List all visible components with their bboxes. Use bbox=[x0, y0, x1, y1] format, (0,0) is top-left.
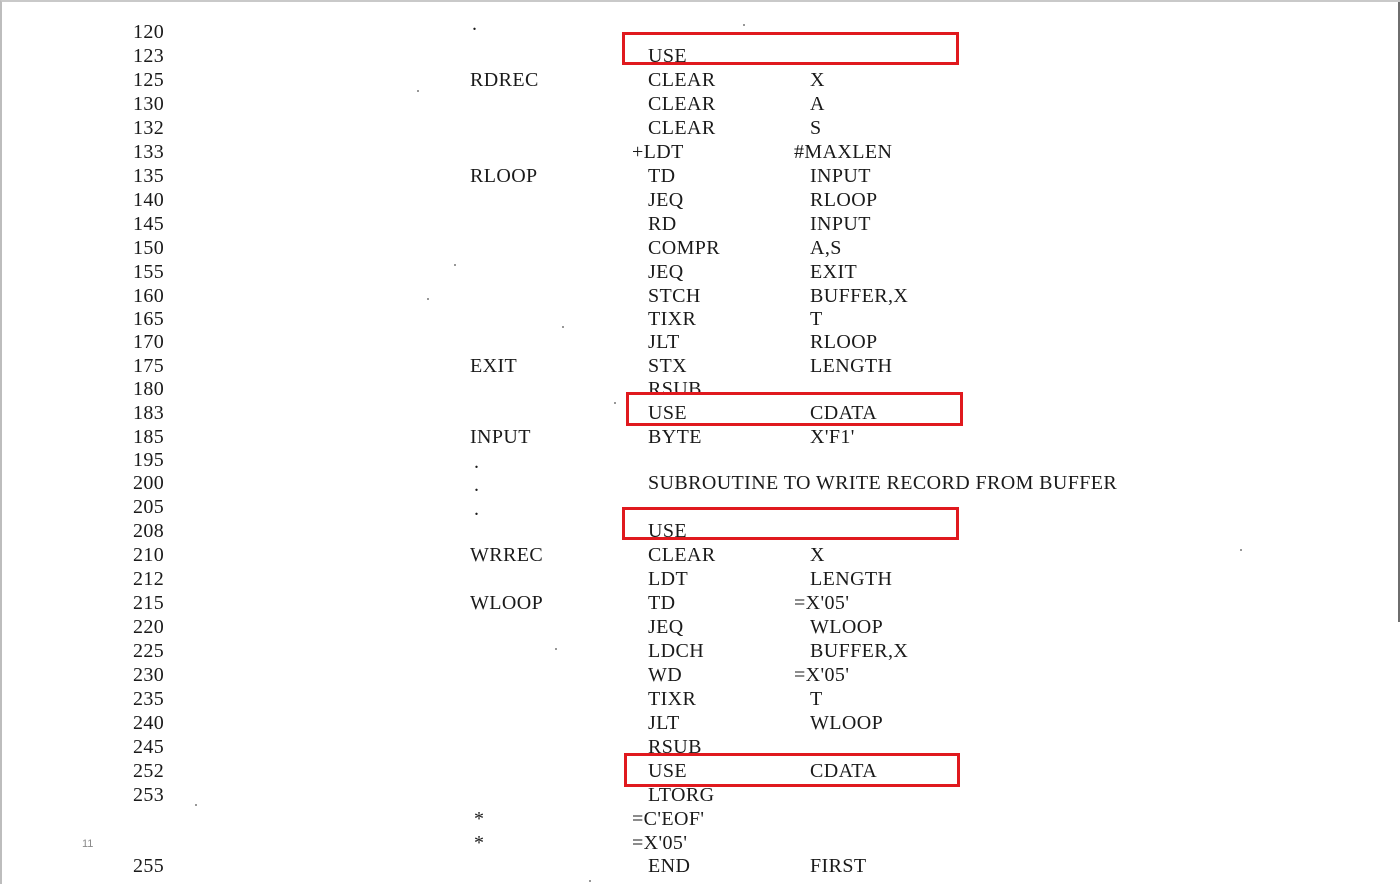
operand: CDATA bbox=[810, 402, 878, 424]
line-number: 165 bbox=[133, 308, 165, 330]
line-number: 175 bbox=[133, 355, 165, 377]
opcode: TIXR bbox=[648, 308, 697, 330]
opcode: . bbox=[472, 13, 478, 35]
listing-line bbox=[2, 330, 1400, 354]
line-number: 140 bbox=[133, 189, 165, 211]
opcode: TD bbox=[648, 165, 676, 187]
opcode: BYTE bbox=[648, 426, 702, 448]
line-number: 125 bbox=[133, 69, 165, 91]
label: RLOOP bbox=[470, 165, 538, 187]
scan-speck bbox=[614, 402, 616, 404]
operand: WLOOP bbox=[810, 712, 884, 734]
opcode: TIXR bbox=[648, 688, 697, 710]
line-number: 220 bbox=[133, 616, 165, 638]
scan-speck bbox=[555, 648, 557, 650]
line-number: 210 bbox=[133, 544, 165, 566]
operand: A bbox=[810, 93, 825, 115]
line-number: 245 bbox=[133, 736, 165, 758]
opcode: USE bbox=[648, 402, 687, 424]
label: INPUT bbox=[470, 426, 531, 448]
listing-line bbox=[2, 260, 1400, 284]
line-number: 133 bbox=[133, 141, 165, 163]
listing-line bbox=[2, 567, 1400, 591]
line-number: 183 bbox=[133, 402, 165, 424]
listing-line bbox=[2, 212, 1400, 236]
listing-line bbox=[2, 68, 1400, 92]
scan-speck bbox=[589, 880, 591, 882]
scan-speck bbox=[195, 804, 197, 806]
opcode: USE bbox=[648, 45, 687, 67]
opcode: =C'EOF' bbox=[632, 808, 705, 830]
scan-speck bbox=[1240, 549, 1242, 551]
opcode: JEQ bbox=[648, 189, 684, 211]
label: WRREC bbox=[470, 544, 544, 566]
line-number: 135 bbox=[133, 165, 165, 187]
operand: CDATA bbox=[810, 760, 878, 782]
scan-speck bbox=[427, 298, 429, 300]
opcode: RSUB bbox=[648, 378, 702, 400]
scan-speck bbox=[417, 90, 419, 92]
line-number: 225 bbox=[133, 640, 165, 662]
listing-line bbox=[2, 831, 1400, 855]
operand: T bbox=[810, 308, 823, 330]
operand: RLOOP bbox=[810, 331, 878, 353]
line-number: 155 bbox=[133, 261, 165, 283]
line-number: 208 bbox=[133, 520, 165, 542]
line-number: 215 bbox=[133, 592, 165, 614]
operand: X bbox=[810, 544, 825, 566]
label: . bbox=[474, 474, 480, 496]
listing-line bbox=[2, 448, 1400, 472]
label: . bbox=[474, 498, 480, 520]
opcode: LTORG bbox=[648, 784, 715, 806]
opcode: USE bbox=[648, 520, 687, 542]
opcode: WD bbox=[648, 664, 683, 686]
label: . bbox=[474, 451, 480, 473]
label: * bbox=[474, 808, 485, 830]
line-number: 195 bbox=[133, 449, 165, 471]
opcode: JLT bbox=[648, 331, 680, 353]
listing-line bbox=[2, 284, 1400, 308]
line-number: 170 bbox=[133, 331, 165, 353]
opcode: RD bbox=[648, 213, 677, 235]
opcode: STCH bbox=[648, 285, 701, 307]
operand: X bbox=[810, 69, 825, 91]
opcode: +LDT bbox=[632, 141, 684, 163]
listing-line bbox=[2, 663, 1400, 687]
listing-line bbox=[2, 354, 1400, 378]
listing-line bbox=[2, 807, 1400, 831]
listing-line bbox=[2, 236, 1400, 260]
operand: EXIT bbox=[810, 261, 858, 283]
opcode: LDCH bbox=[648, 640, 705, 662]
opcode: JLT bbox=[648, 712, 680, 734]
scan-speck bbox=[743, 24, 745, 26]
operand: LENGTH bbox=[810, 568, 893, 590]
listing-line bbox=[2, 116, 1400, 140]
listing-line bbox=[2, 639, 1400, 663]
listing-line bbox=[2, 307, 1400, 331]
opcode: JEQ bbox=[648, 616, 684, 638]
listing-line bbox=[2, 543, 1400, 567]
operand: X'F1' bbox=[810, 426, 855, 448]
line-number: 123 bbox=[133, 45, 165, 67]
opcode: END bbox=[648, 855, 691, 877]
operand: RLOOP bbox=[810, 189, 878, 211]
line-number: 255 bbox=[133, 855, 165, 877]
highlight-box-use-cdata-252 bbox=[624, 753, 960, 787]
listing-line bbox=[2, 92, 1400, 116]
listing-line bbox=[2, 854, 1400, 878]
listing-line bbox=[2, 140, 1400, 164]
listing-line bbox=[2, 164, 1400, 188]
operand: =X'05' bbox=[794, 592, 850, 614]
label: RDREC bbox=[470, 69, 539, 91]
scan-speck bbox=[562, 326, 564, 328]
line-number: 132 bbox=[133, 117, 165, 139]
operand: INPUT bbox=[810, 165, 871, 187]
line-number: 230 bbox=[133, 664, 165, 686]
operand: #MAXLEN bbox=[794, 141, 893, 163]
line-number: 185 bbox=[133, 426, 165, 448]
operand: LENGTH bbox=[810, 355, 893, 377]
line-number: 235 bbox=[133, 688, 165, 710]
line-number: 150 bbox=[133, 237, 165, 259]
line-number: 253 bbox=[133, 784, 165, 806]
operand: INPUT bbox=[810, 213, 871, 235]
line-number: 160 bbox=[133, 285, 165, 307]
opcode: =X'05' bbox=[632, 832, 688, 854]
listing-line bbox=[2, 188, 1400, 212]
highlight-box-use-208 bbox=[622, 507, 959, 540]
listing-line bbox=[2, 687, 1400, 711]
line-number: 145 bbox=[133, 213, 165, 235]
listing-line bbox=[2, 615, 1400, 639]
listing-line bbox=[2, 471, 1400, 495]
opcode: CLEAR bbox=[648, 117, 716, 139]
operand: A,S bbox=[810, 237, 842, 259]
opcode: TD bbox=[648, 592, 676, 614]
slide-page-number: 11 bbox=[82, 838, 94, 850]
operand: WLOOP bbox=[810, 616, 884, 638]
label: WLOOP bbox=[470, 592, 544, 614]
listing-line bbox=[2, 711, 1400, 735]
operand: BUFFER,X bbox=[810, 285, 909, 307]
comment: SUBROUTINE TO WRITE RECORD FROM BUFFER bbox=[648, 472, 1118, 494]
opcode: USE bbox=[648, 760, 687, 782]
line-number: 120 bbox=[133, 21, 165, 43]
listing-line bbox=[2, 425, 1400, 449]
listing-line bbox=[2, 591, 1400, 615]
opcode: CLEAR bbox=[648, 93, 716, 115]
line-number: 252 bbox=[133, 760, 165, 782]
operand: T bbox=[810, 688, 823, 710]
line-number: 180 bbox=[133, 378, 165, 400]
line-number: 205 bbox=[133, 496, 165, 518]
label: * bbox=[474, 832, 485, 854]
highlight-box-use-123 bbox=[622, 32, 959, 65]
line-number: 130 bbox=[133, 93, 165, 115]
operand: =X'05' bbox=[794, 664, 850, 686]
opcode: RSUB bbox=[648, 736, 702, 758]
line-number: 212 bbox=[133, 568, 165, 590]
opcode: LDT bbox=[648, 568, 689, 590]
highlight-box-use-cdata-183 bbox=[626, 392, 963, 426]
opcode: CLEAR bbox=[648, 544, 716, 566]
opcode: STX bbox=[648, 355, 687, 377]
opcode: JEQ bbox=[648, 261, 684, 283]
line-number: 200 bbox=[133, 472, 165, 494]
operand: S bbox=[810, 117, 822, 139]
line-number: 240 bbox=[133, 712, 165, 734]
opcode: CLEAR bbox=[648, 69, 716, 91]
operand: BUFFER,X bbox=[810, 640, 909, 662]
scan-speck bbox=[454, 264, 456, 266]
label: EXIT bbox=[470, 355, 518, 377]
operand: FIRST bbox=[810, 855, 867, 877]
opcode: COMPR bbox=[648, 237, 721, 259]
